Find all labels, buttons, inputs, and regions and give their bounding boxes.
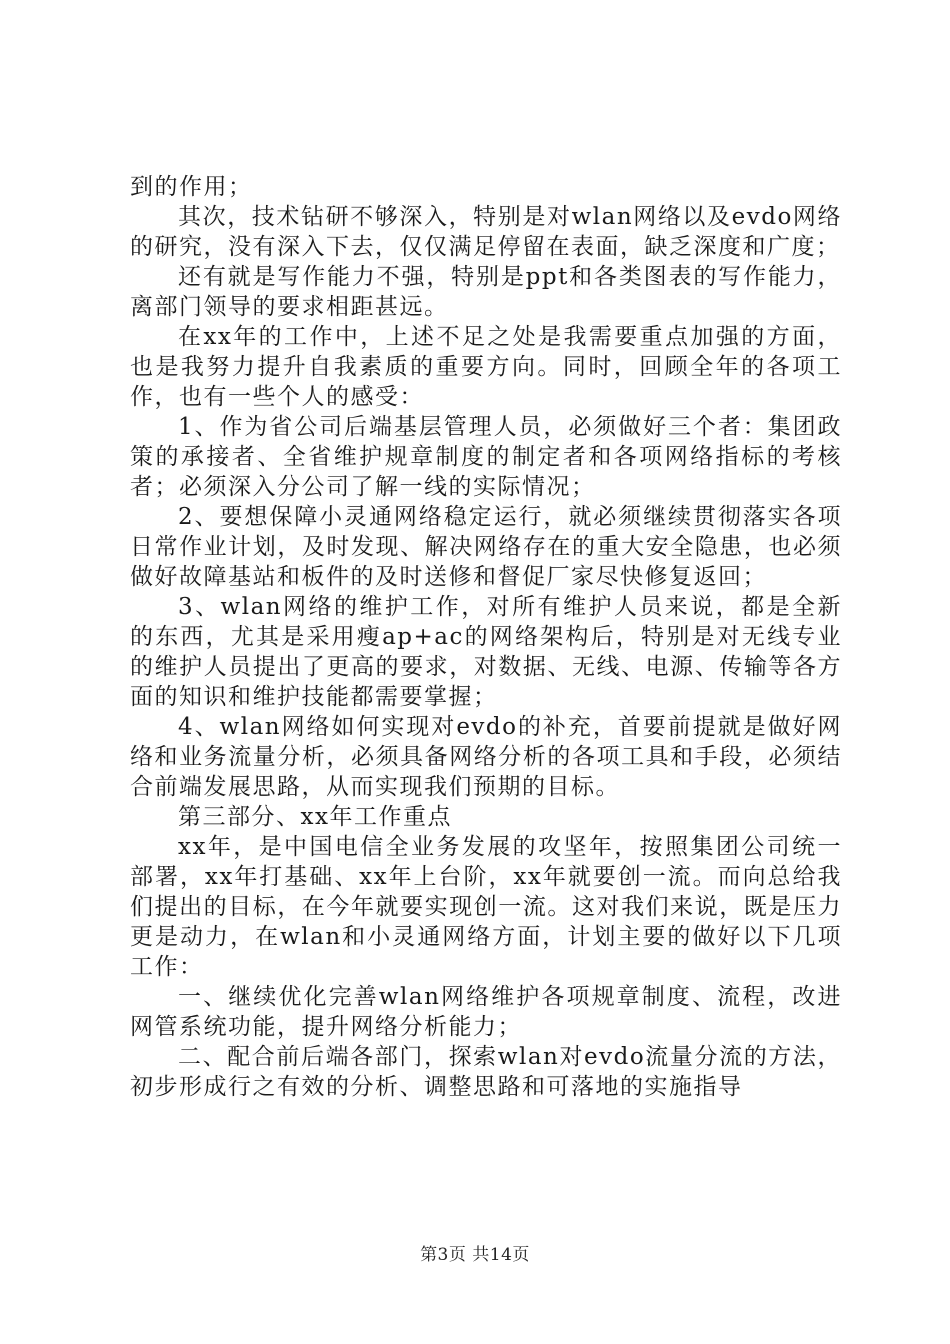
- paragraph-writing-ability: 还有就是写作能力不强，特别是ppt和各类图表的写作能力，离部门领导的要求相距甚远。: [130, 264, 842, 320]
- plan-item-1: 一、继续优化完善wlan网络维护各项规章制度、流程，改进网管系统功能，提升网络分析能力；: [130, 984, 842, 1040]
- page-number-footer: 第3页 共14页: [420, 1245, 530, 1265]
- list-item-3: 3、wlan网络的维护工作，对所有维护人员来说，都是全新的东西，尤其是采用瘦ap+ac的网络架构后，特别是对无线专业的维护人员提出了更高的要求，对数据、无线、电源、传输等各方面的知识和维护技能都需要掌握；: [130, 594, 842, 710]
- paragraph-continuation: 到的作用；: [130, 174, 253, 200]
- paragraph-summary-feelings: 在xx年的工作中，上述不足之处是我需要重点加强的方面，也是我努力提升自我素质的重要方向。同时，回顾全年的各项工作，也有一些个人的感受：: [130, 324, 842, 410]
- list-item-2: 2、要想保障小灵通网络稳定运行，就必须继续贯彻落实各项日常作业计划，及时发现、解决网络存在的重大安全隐患，也必须做好故障基站和板件的及时送修和督促厂家尽快修复返回；: [130, 504, 842, 590]
- list-item-4: 4、wlan网络如何实现对evdo的补充，首要前提就是做好网络和业务流量分析，必须具备网络分析的各项工具和手段，必须结合前端发展思路，从而实现我们预期的目标。: [130, 714, 842, 800]
- section-heading-part-three: 第三部分、xx年工作重点: [178, 804, 452, 830]
- list-item-1: 1、作为省公司后端基层管理人员，必须做好三个者：集团政策的承接者、全省维护规章制度的制定者和各项网络指标的考核者；必须深入分公司了解一线的实际情况；: [130, 414, 842, 500]
- plan-item-2: 二、配合前后端各部门，探索wlan对evdo流量分流的方法，初步形成行之有效的分析、调整思路和可落地的实施指导: [130, 1044, 842, 1100]
- paragraph-research-depth: 其次，技术钻研不够深入，特别是对wlan网络以及evdo网络的研究，没有深入下去，仅仅满足停留在表面，缺乏深度和广度；: [130, 204, 842, 260]
- paragraph-annual-plan: xx年，是中国电信全业务发展的攻坚年，按照集团公司统一部署，xx年打基础、xx年上台阶，xx年就要创一流。而向总给我们提出的目标，在今年就要实现创一流。这对我们来说，既是压力更是动力，在wlan和小灵通网络方面，计划主要的做好以下几项工作：: [130, 834, 842, 980]
- document-body: [130, 172, 842, 1102]
